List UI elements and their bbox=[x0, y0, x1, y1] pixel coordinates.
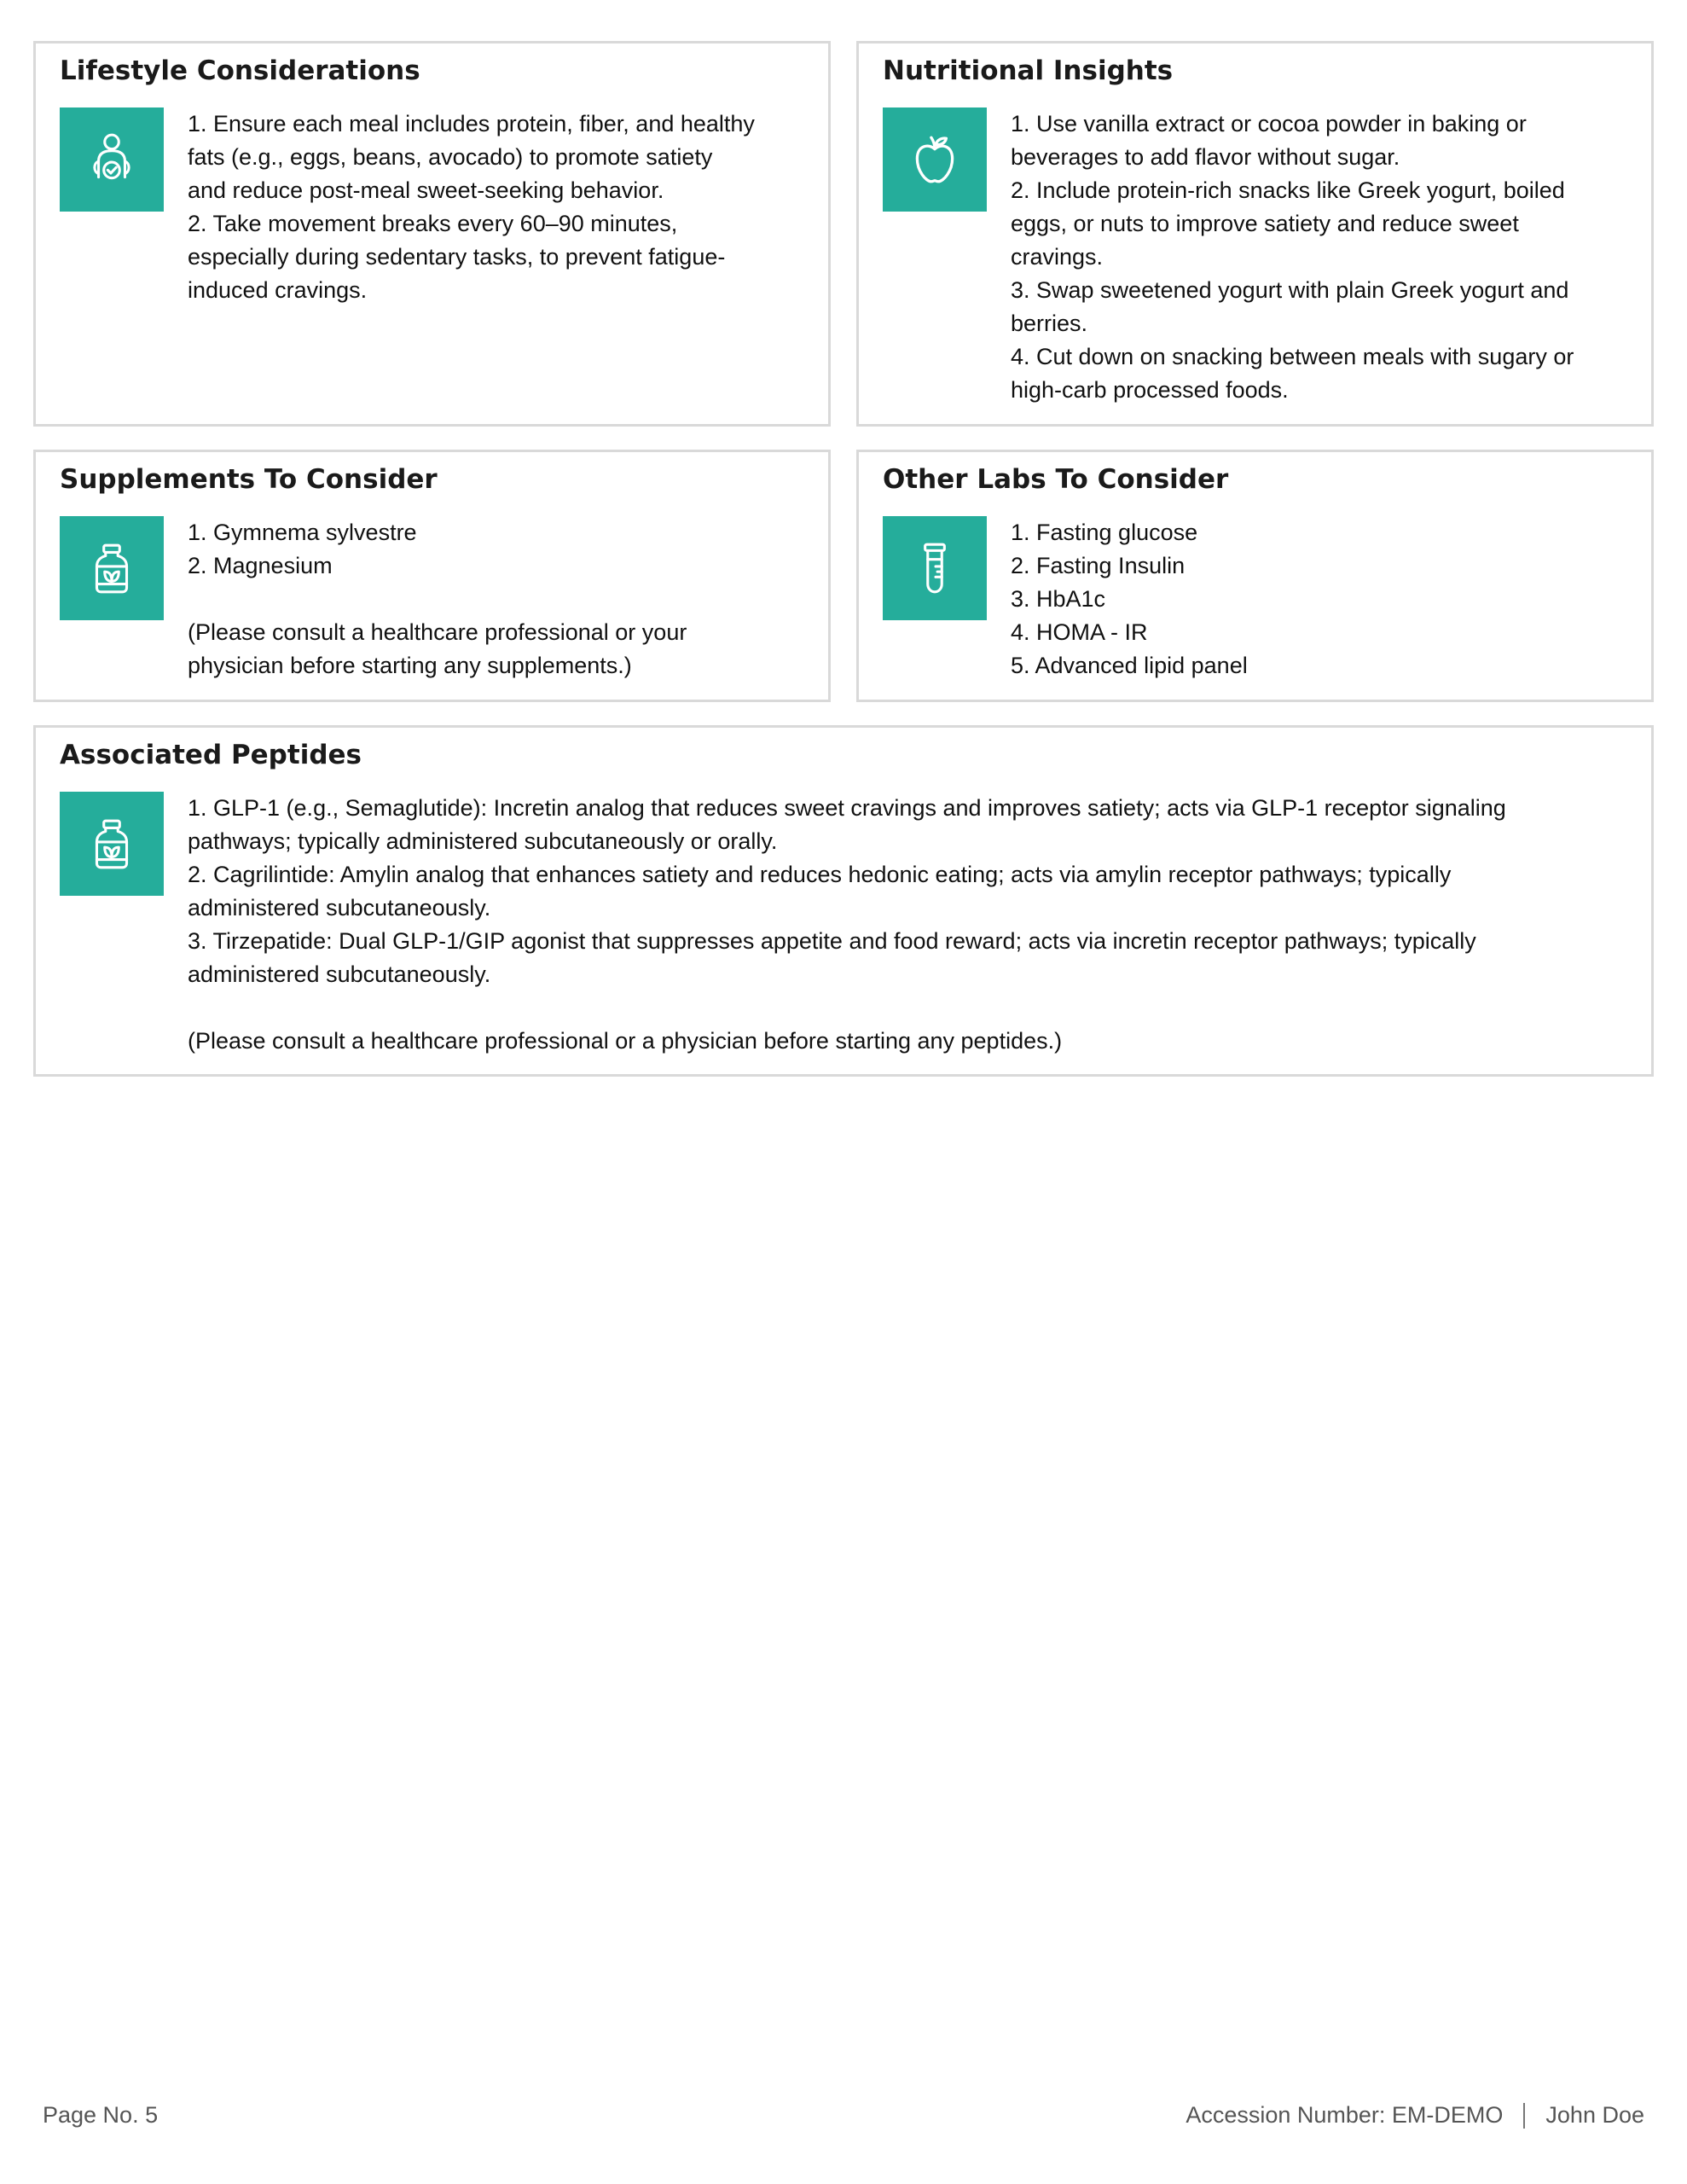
nutrition-body bbox=[1011, 107, 1634, 407]
person-check-icon bbox=[84, 131, 140, 188]
supplements-title: Supplements To Consider bbox=[60, 464, 438, 495]
nutrition-line: 2. Include protein-rich snacks like Greek yogurt, boiled bbox=[1011, 177, 1565, 203]
supplement-bottle-icon bbox=[84, 816, 140, 872]
lifestyle-card bbox=[33, 41, 831, 427]
peptides-line: pathways; typically administered subcutaneously or orally. bbox=[188, 828, 778, 854]
labs-line: 5. Advanced lipid panel bbox=[1011, 653, 1248, 678]
supplements-line: physician before starting any supplements.) bbox=[188, 653, 632, 678]
lifestyle-line: induced cravings. bbox=[188, 277, 368, 303]
lifestyle-line: 2. Take movement breaks every 60–90 minutes, bbox=[188, 211, 678, 236]
nutrition-line: 4. Cut down on snacking between meals with sugary or bbox=[1011, 344, 1574, 369]
nutrition-line: high-carb processed foods. bbox=[1011, 377, 1289, 403]
accession-number: Accession Number: EM-DEMO bbox=[1186, 2102, 1504, 2128]
apple-icon bbox=[907, 131, 963, 188]
peptides-title: Associated Peptides bbox=[60, 740, 362, 770]
supplements-line: (Please consult a healthcare professional or your bbox=[188, 619, 687, 645]
peptides-line: administered subcutaneously. bbox=[188, 895, 491, 921]
labs-line: 1. Fasting glucose bbox=[1011, 520, 1198, 545]
supplements-card bbox=[33, 450, 831, 702]
peptides-line: (Please consult a healthcare professional or a physician before starting any peptides.) bbox=[188, 1028, 1063, 1054]
nutrition-icon-box bbox=[883, 107, 987, 212]
footer-divider bbox=[1523, 2103, 1525, 2129]
supplement-bottle-icon bbox=[84, 540, 140, 596]
labs-line: 3. HbA1c bbox=[1011, 586, 1106, 612]
lifestyle-line: 1. Ensure each meal includes protein, fiber, and healthy bbox=[188, 111, 755, 136]
nutrition-line: berries. bbox=[1011, 311, 1088, 336]
peptides-line: 2. Cagrilintide: Amylin analog that enhances satiety and reduces hedonic eating; acts via amylin receptor pathways; typically bbox=[188, 862, 1452, 887]
footer-info bbox=[1186, 2102, 1644, 2129]
supplements-line: 2. Magnesium bbox=[188, 553, 333, 578]
lifestyle-line: especially during sedentary tasks, to prevent fatigue- bbox=[188, 244, 726, 270]
peptides-spacer bbox=[188, 991, 1634, 1025]
nutrition-line: eggs, or nuts to improve satiety and reduce sweet bbox=[1011, 211, 1519, 236]
nutrition-line: cravings. bbox=[1011, 244, 1104, 270]
labs-card bbox=[856, 450, 1654, 702]
supplements-body bbox=[188, 516, 811, 682]
peptides-line: 1. GLP-1 (e.g., Semaglutide): Incretin analog that reduces sweet cravings and improves satiety; acts via GLP-1 receptor signaling bbox=[188, 795, 1506, 821]
page-number: Page No. 5 bbox=[43, 2102, 159, 2128]
nutrition-line: 3. Swap sweetened yogurt with plain Greek yogurt and bbox=[1011, 277, 1569, 303]
nutrition-line: 1. Use vanilla extract or cocoa powder in baking or bbox=[1011, 111, 1527, 136]
patient-name: John Doe bbox=[1545, 2102, 1644, 2128]
peptides-line: administered subcutaneously. bbox=[188, 961, 491, 987]
supplements-spacer bbox=[188, 583, 811, 616]
peptides-body bbox=[188, 792, 1634, 1058]
nutrition-line: beverages to add flavor without sugar. bbox=[1011, 144, 1400, 170]
test-tube-icon bbox=[907, 540, 963, 596]
supplements-icon-box bbox=[60, 516, 164, 620]
peptides-icon-box bbox=[60, 792, 164, 896]
lifestyle-body bbox=[188, 107, 811, 307]
labs-icon-box bbox=[883, 516, 987, 620]
peptides-line: 3. Tirzepatide: Dual GLP-1/GIP agonist that suppresses appetite and food reward; acts via incretin receptor pathways; typically bbox=[188, 928, 1476, 954]
lifestyle-title: Lifestyle Considerations bbox=[60, 55, 420, 86]
supplements-line: 1. Gymnema sylvestre bbox=[188, 520, 417, 545]
lifestyle-icon-box bbox=[60, 107, 164, 212]
lifestyle-line: fats (e.g., eggs, beans, avocado) to promote satiety bbox=[188, 144, 713, 170]
labs-line: 4. HOMA - IR bbox=[1011, 619, 1148, 645]
labs-title: Other Labs To Consider bbox=[883, 464, 1229, 495]
labs-line: 2. Fasting Insulin bbox=[1011, 553, 1186, 578]
labs-body bbox=[1011, 516, 1634, 682]
peptides-card bbox=[33, 725, 1654, 1077]
nutrition-card bbox=[856, 41, 1654, 427]
nutrition-title: Nutritional Insights bbox=[883, 55, 1174, 86]
lifestyle-line: and reduce post-meal sweet-seeking behavior. bbox=[188, 177, 664, 203]
